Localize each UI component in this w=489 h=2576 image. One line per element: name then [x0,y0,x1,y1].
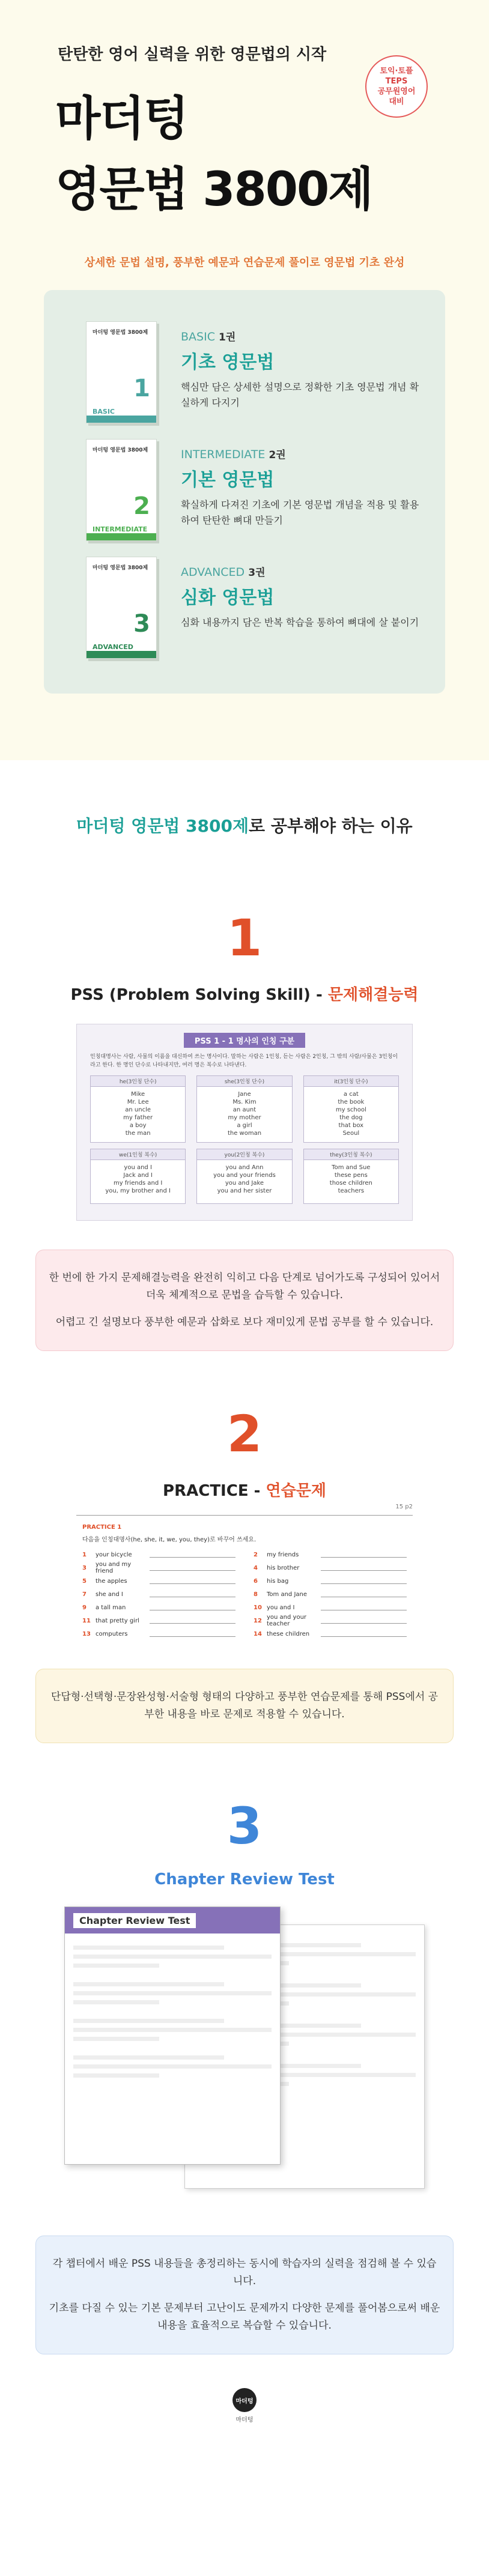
practice-note [35,1669,454,1743]
book-info [181,557,421,674]
section-title-highlight: 문제해결능력 [327,986,419,1004]
answer-line[interactable] [150,1604,235,1610]
section-title-main: PRACTICE - [163,1482,266,1500]
answer-line[interactable] [321,1552,407,1558]
book-row [86,439,445,557]
practice-item-number: 1 [82,1551,87,1558]
cover-number: 2 [133,492,150,520]
practice-item-word: you and your teacher [267,1614,307,1627]
practice-item [82,1548,235,1561]
book-level [181,328,421,343]
book-name: 기본 영문법 [181,470,275,491]
pss-cell [90,1075,186,1143]
pss-cell-item: you, my brother and I [105,1188,171,1194]
book-row [86,557,445,674]
pss-cell-item: teachers [338,1188,365,1194]
book-row [86,321,445,439]
publisher-name: 마더텅 [235,2417,254,2423]
practice-item [82,1588,235,1601]
section-title-highlight: 연습문제 [266,1482,326,1500]
practice-item-number: 8 [254,1591,258,1598]
section-title [0,1870,489,1888]
publisher-logo-text: 마더텅 [235,2398,254,2405]
practice-item-number: 12 [254,1617,262,1624]
book-name: 기초 영문법 [181,352,275,373]
book-cover [86,557,157,659]
pss-cell-item: an uncle [125,1107,151,1113]
cover-bar [87,533,156,540]
book-volume: 2권 [269,449,286,461]
answer-line[interactable] [150,1631,235,1637]
answer-line[interactable] [150,1578,235,1584]
practice-item-word: these children [267,1630,310,1637]
review-front-page [64,1906,281,2165]
pss-cell-item: a cat [343,1091,359,1098]
pss-sample-table [76,1024,413,1221]
note-paragraph: 기초를 다질 수 있는 기본 문제부터 고난이도 문제까지 다양한 문제를 풀어봄으로써 배운 내용을 효율적으로 복습할 수 있습니다. [49,2302,440,2332]
answer-line[interactable] [321,1565,407,1571]
practice-item [254,1574,407,1588]
section-title [0,982,489,1005]
cover-label: ADVANCED [93,643,133,651]
section-title [0,1478,489,1501]
pss-cell-item: Mike [131,1091,145,1098]
practice-item-number: 3 [82,1564,87,1571]
pss-cell-item: a boy [129,1122,147,1129]
pss-cell [90,1149,186,1204]
book-description: 핵심만 담은 상세한 설명으로 정확한 기초 영문법 개념 확실하게 다지기 [181,381,419,408]
hero-title-line1: 마더텅 [55,92,188,146]
practice-item-number: 10 [254,1604,262,1611]
pss-cell-item: Ms. Kim [232,1099,257,1105]
answer-line[interactable] [150,1565,235,1571]
pss-cell [196,1149,292,1204]
answer-line[interactable] [150,1618,235,1624]
practice-header [82,1524,407,1531]
practice-sample [76,1504,413,1640]
reasons-heading [0,813,489,837]
book-level-label: INTERMEDIATE [181,448,266,461]
badge-line: TEPS [385,77,408,86]
cover-label: INTERMEDIATE [93,525,148,533]
practice-item-word: his brother [267,1564,300,1571]
cover-title: 마더텅 영문법 3800제 [93,447,148,453]
pss-cell-item: you and Jake [225,1180,264,1187]
book-description: 확실하게 다져진 기초에 기본 영문법 개념을 적용 및 활용하여 탄탄한 뼈대 만들기 [181,499,419,526]
pss-cell [196,1075,292,1143]
practice-item [254,1601,407,1614]
book-level [181,564,421,579]
pss-cell-item: the dog [339,1114,363,1121]
note-paragraph: 단답형·선택형·문장완성형·서술형 형태의 다양하고 풍부한 연습문제를 통해 PSS에서 공부한 내용을 바로 문제로 적용할 수 있습니다. [50,1691,439,1720]
pss-cell-item: the woman [227,1130,262,1137]
practice-item-number: 13 [82,1630,91,1637]
book-info [181,439,421,557]
book-description: 심화 내용까지 담은 반복 학습을 통하여 뼈대에 살 붙이기 [181,617,419,628]
practice-item-number: 5 [82,1577,87,1585]
section-title-main: PSS (Problem Solving Skill) - [70,986,328,1004]
pss-cell-head: we(1인칭 복수) [91,1149,185,1160]
practice-item [82,1614,235,1627]
book-volume: 1권 [219,331,236,343]
practice-item-number: 2 [254,1551,258,1558]
practice-item-number: 11 [82,1617,91,1624]
practice-grid [82,1548,407,1640]
practice-item-word: she and I [96,1591,123,1598]
answer-line[interactable] [150,1591,235,1597]
pss-cell-head: he(3인칭 단수) [91,1076,185,1087]
pss-note [35,1250,454,1351]
section-pss [0,909,489,1351]
cover-title: 마더텅 영문법 3800제 [93,330,148,336]
cover-bar [87,416,156,423]
practice-item-number: 9 [82,1604,87,1611]
practice-item [254,1588,407,1601]
practice-item [254,1614,407,1627]
pss-cell-head: it(3인칭 단수) [304,1076,398,1087]
pss-cell-item: those children [329,1180,372,1187]
practice-item [254,1548,407,1561]
cover-bar [87,651,156,658]
hero-tagline: 탄탄한 영어 실력을 위한 영문법의 시작 [58,46,327,64]
book-level-label: ADVANCED [181,566,245,579]
practice-item-number: 14 [254,1630,262,1637]
hero-subtitle: 상세한 문법 설명, 풍부한 예문과 연습문제 풀이로 영문법 기초 완성 [84,256,405,269]
practice-item-word: your bicycle [96,1551,132,1558]
practice-item-word: my friends [267,1551,299,1558]
answer-line[interactable] [321,1618,407,1624]
practice-page-label: 15 p2 [395,1504,413,1510]
answer-line[interactable] [321,1631,407,1637]
pss-cell-item: Tom and Sue [332,1164,371,1171]
answer-line[interactable] [321,1604,407,1610]
practice-item-word: the apples [96,1577,127,1585]
reasons-heading-highlight: 마더텅 영문법 3800제 [76,816,249,836]
book-cover [86,439,157,541]
practice-item-word: a tall man [96,1604,126,1611]
reasons-heading-rest: 로 공부해야 하는 이유 [249,816,413,836]
pss-cell [303,1075,399,1143]
publisher-logo [232,2388,257,2412]
pss-cell-item: my school [335,1107,366,1113]
review-sample [64,1906,425,2207]
practice-item-word: you and my friend [96,1561,132,1574]
pss-cell-item: Seoul [342,1130,360,1137]
section-practice [0,1405,489,1743]
practice-item [82,1627,235,1640]
cover-number: 1 [133,375,150,402]
book-volume: 3권 [248,567,266,579]
book-series-panel [44,290,445,694]
practice-item-number: 6 [254,1577,258,1585]
review-note [35,2236,454,2354]
practice-item-word: that pretty girl [96,1617,139,1624]
pss-cell-item: Mr. Lee [127,1099,149,1105]
note-paragraph: 각 챕터에서 배운 PSS 내용들을 총정리하는 동시에 학습자의 실력을 점검해 볼 수 있습니다. [52,2258,437,2287]
pss-cell-item: Jane [238,1091,251,1098]
pss-cell-item: an aunt [232,1107,257,1113]
pss-cell-item: you and her sister [217,1188,272,1194]
pss-cell-item: you and your friends [213,1172,276,1179]
practice-item-word: Tom and Jane [267,1591,308,1598]
pss-cell [303,1149,399,1204]
exam-badge [365,55,428,118]
practice-item-word: his bag [267,1577,289,1585]
cover-title: 마더텅 영문법 3800제 [93,565,148,571]
practice-item [254,1561,407,1574]
cover-number: 3 [133,610,150,638]
pss-cell-head: you(2인칭 복수) [197,1149,291,1160]
practice-instruction: 다음을 인칭대명사(he, she, it, we, you, they)로 바꾸어 쓰세요. [82,1537,257,1543]
practice-header-label: PRACTICE 1 [82,1524,122,1531]
pss-cell-item: that box [338,1122,364,1129]
book-level-label: BASIC [181,330,215,343]
practice-item-word: you and I [267,1604,295,1611]
book-cover [86,321,157,423]
book-info [181,321,421,439]
section-number: 2 [226,1404,263,1463]
section-number: 1 [226,909,263,967]
pss-cell-item: Jack and I [123,1172,153,1179]
practice-item [254,1627,407,1640]
book-name: 심화 영문법 [181,587,275,608]
section-title-highlight: Chapter Review Test [154,1870,335,1888]
pss-cell-item: my father [123,1114,153,1121]
pss-cell-head: she(3인칭 단수) [197,1076,291,1087]
answer-line[interactable] [321,1578,407,1584]
pss-cell-item: you and I [124,1164,152,1171]
section-number: 3 [226,1797,263,1855]
pss-table-description: 인칭대명사는 사람, 사물의 이름을 대신하여 쓰는 명사이다. 말하는 사람은 1인칭, 듣는 사람은 2인칭, 그 밖의 사람/사물은 3인칭이라고 한다. 한 명인 단수로 나타내지만, 여러 명은 복수로 나타낸다. [90,1054,398,1068]
badge-line: 토익·토플 [380,67,413,76]
pss-cell-item: my mother [228,1114,261,1121]
badge-line: 대비 [389,97,404,106]
practice-item [82,1561,235,1574]
pss-cell-item: a girl [237,1122,252,1129]
hero-section [0,0,489,760]
practice-item [82,1601,235,1614]
practice-item [82,1574,235,1588]
answer-line[interactable] [150,1552,235,1558]
badge-line: 공무원영어 [377,87,416,96]
note-paragraph: 한 번에 한 가지 문제해결능력을 완전히 익히고 다음 단계로 넘어가도록 구성되어 있어서 더욱 체계적으로 문법을 습득할 수 있습니다. [49,1272,440,1301]
pss-cell-head: they(3인칭 복수) [304,1149,398,1160]
answer-line[interactable] [321,1591,407,1597]
pss-cell-item: these pens [334,1172,368,1179]
pss-cell-item: you and Ann [225,1164,264,1171]
pss-grid [90,1075,399,1204]
practice-item-word: computers [96,1630,128,1637]
pss-cell-item: the man [125,1130,151,1137]
pss-cell-item: the book [338,1099,365,1105]
pss-table-header [90,1033,399,1048]
hero-title-line2: 영문법 3800제 [55,163,372,217]
pss-cell-item: my friends and I [113,1180,163,1187]
note-paragraph: 어렵고 긴 설명보다 풍부한 예문과 삽화로 보다 재미있게 문법 공부를 할 수 있습니다. [55,1316,434,1328]
section-review [0,1797,489,2354]
review-card-title: Chapter Review Test [73,1913,196,1928]
practice-item-number: 4 [254,1564,258,1571]
review-header [65,1907,280,1934]
book-level [181,446,421,461]
practice-item-number: 7 [82,1591,87,1598]
pss-table-header-label: PSS 1 - 1 명사의 인칭 구분 [184,1033,305,1048]
cover-label: BASIC [93,408,115,416]
